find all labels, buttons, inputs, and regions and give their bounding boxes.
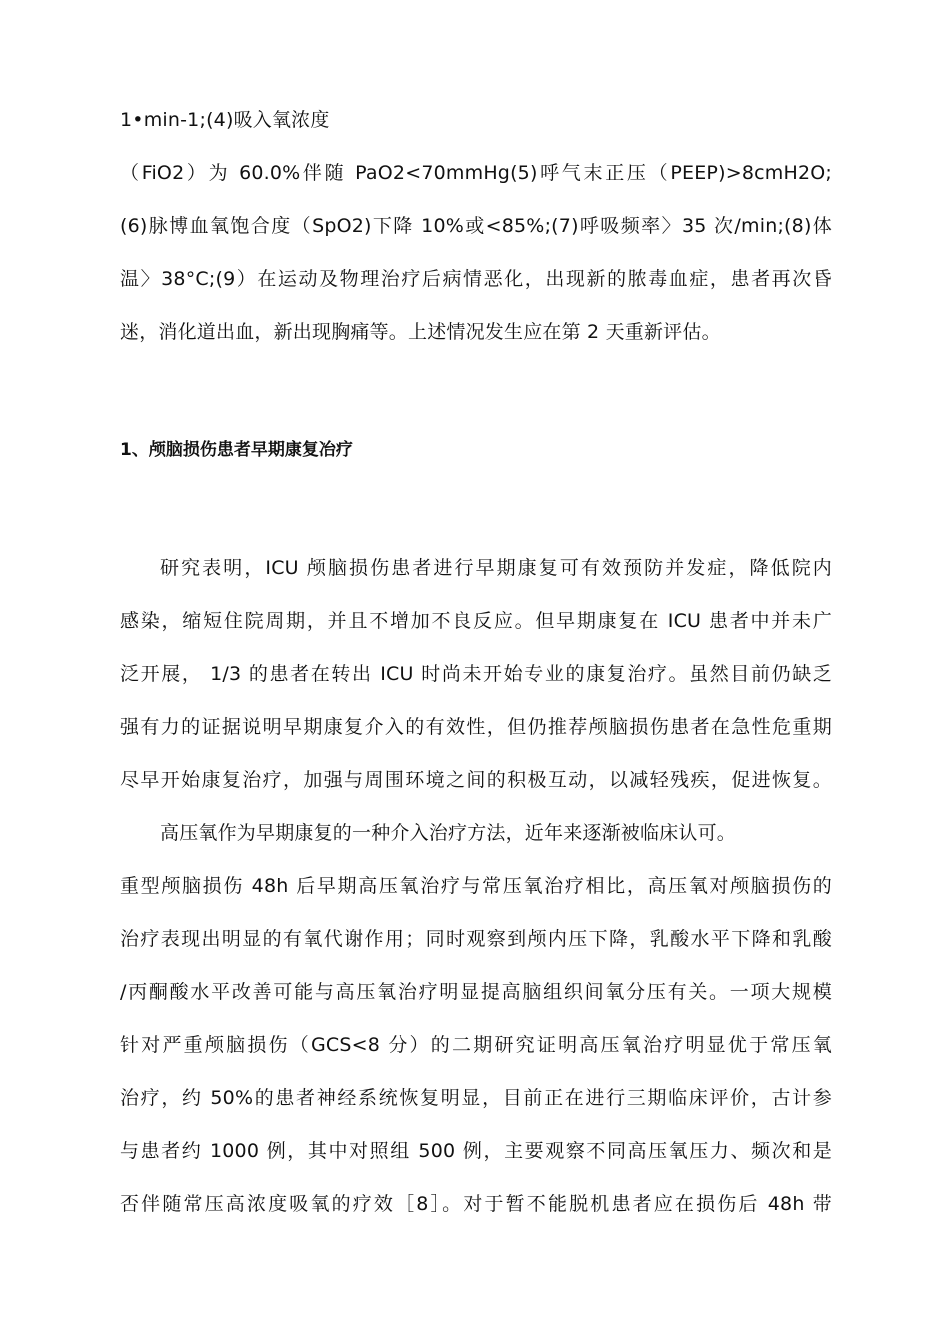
text-line: （FiO2）为 60.0%伴随 PaO2<70mmHg(5)呼气末正压（PEEP)>8cmH2O; [120,162,832,184]
paragraph-line: 研究表明，ICU 颅脑损伤患者进行早期康复可有效预防并发症，降低院内 [160,557,832,579]
section-heading: 1、颅脑损伤患者早期康复冶疗 [120,440,353,460]
text-line: 迷，消化道出血，新出现胸痛等。上述情况发生应在第 2 天重新评估。 [120,321,721,343]
paragraph-line: 泛开展， 1/3 的患者在转出 ICU 时尚未开始专业的康复治疗。虽然目前仍缺乏 [120,663,832,685]
text-line: (6)脉博血氧饱合度（SpO2)下降 10%或<85%;(7)呼吸频率〉35 次/min;(8)体 [120,215,832,237]
paragraph-line: 治疗表现出明显的有氧代谢作用；同时观察到颅内压下降，乳酸水平下降和乳酸 [120,928,832,950]
text-line: 1•min-1;(4)吸入氧浓度 [120,109,330,131]
text-line: 温〉38°C;(9）在运动及物理治疗后病情恶化，出现新的脓毒血症，患者再次昏 [120,268,832,290]
paragraph-line: 强有力的证据说明早期康复介入的有效性，但仍推荐颅脑损伤患者在急性危重期 [120,716,832,738]
paragraph-line: 针对严重颅脑损伤（GCS<8 分）的二期研究证明高压氧治疗明显优于常压氧 [120,1034,832,1056]
paragraph-line: 尽早开始康复治疗，加强与周围环境之间的积极互动，以减轻残疾，促进恢复。 [120,769,832,791]
paragraph-line: 感染，缩短住院周期，并且不增加不良反应。但早期康复在 ICU 患者中并未广 [120,610,832,632]
paragraph-line: 与患者约 1000 例，其中对照组 500 例，主要观察不同高压氧压力、频次和是 [120,1140,832,1162]
paragraph-line: 重型颅脑损伤 48h 后早期高压氧治疗与常压氧治疗相比，高压氧对颅脑损伤的 [120,875,832,897]
paragraph-line: 治疗，约 50%的患者神经系统恢复明显，目前正在进行三期临床评价，古计参 [120,1087,832,1109]
paragraph-line: 高压氧作为早期康复的一种介入治疗方法，近年来逐渐被临床认可。 [160,822,737,844]
paragraph-line: /丙酮酸水平改善可能与高压氧治疗明显提高脑组织间氧分压有关。一项大规模 [120,981,832,1003]
paragraph-line: 否伴随常压高浓度吸氧的疗效［8］。对于暂不能脱机患者应在损伤后 48h 带 [120,1193,832,1215]
